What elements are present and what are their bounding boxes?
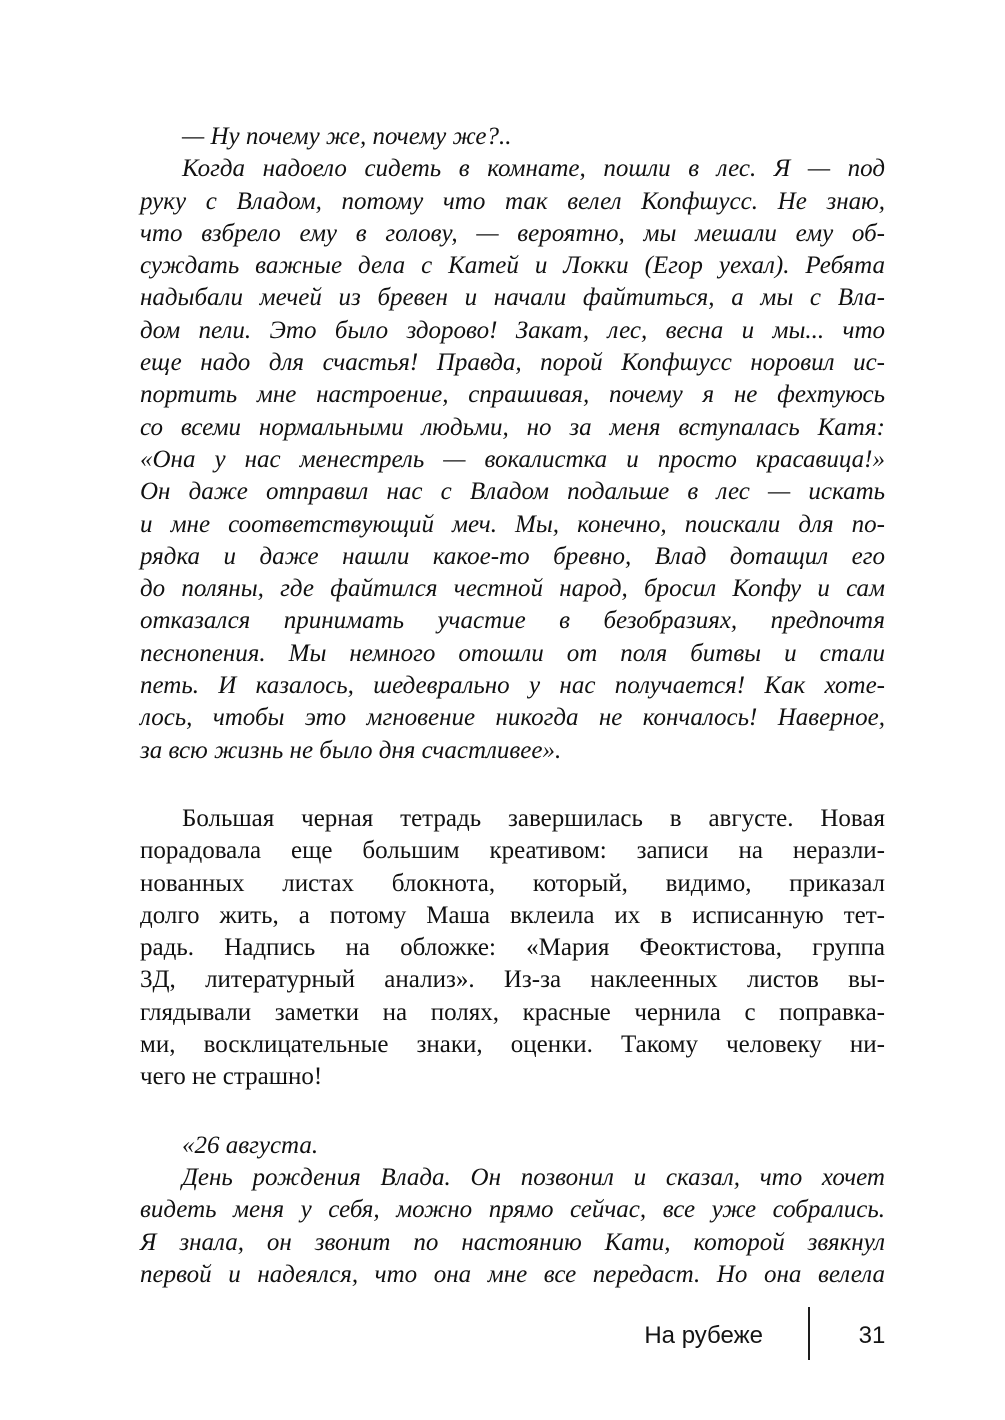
text-line: со всеми нормальными людьми, но за меня вступалась Катя: xyxy=(140,413,885,441)
text-line: — Ну почему же, почему же?.. xyxy=(182,123,512,150)
text-line: 3Д, литературный анализ». Из-за наклеенных листов вы- xyxy=(140,966,885,994)
text-block xyxy=(140,121,885,1291)
text-line: «26 августа. xyxy=(182,1131,319,1159)
text-line: суждать важные дела с Катей и Локки (Егор уехал). Ребята xyxy=(140,252,885,280)
text-line: долго жить, а потому Маша вклеила их в исписанную тет- xyxy=(140,901,885,929)
text-line: глядывали заметки на полях, красные чернила с поправка- xyxy=(140,998,885,1026)
text-line: до поляны, где файтился честной народ, бросил Копфу и сам xyxy=(140,575,885,603)
paragraph-diary-entry-august xyxy=(140,1162,885,1291)
text-line: первой и надеялся, что она мне все передаст. Но она велела xyxy=(140,1260,885,1288)
text-line: радь. Надпись на обложке: «Мария Феоктистова, группа xyxy=(140,934,885,962)
text-line: что взбрело ему в голову, — вероятно, мы мешали ему об- xyxy=(140,219,885,247)
text-line: дом пели. Это было здорово! Закат, лес, весна и мы... что xyxy=(140,316,885,344)
text-line: портить мне настроение, спрашивая, почему я не фехтуюсь xyxy=(140,381,885,409)
text-line: и мне соответствующий меч. Мы, конечно, поискали для по- xyxy=(140,510,885,538)
text-line: нованных листах блокнота, который, видимо, приказал xyxy=(140,869,885,897)
text-line: Когда надоело сидеть в комнате, пошли в лес. Я — под xyxy=(182,155,885,183)
text-line: порадовала еще большим креативом: записи на неразли- xyxy=(140,837,885,865)
text-line: за всю жизнь не было дня счастливее». xyxy=(140,736,562,764)
text-line: еще надо для счастья! Правда, порой Копфшусс норовил ис- xyxy=(140,349,885,377)
footer-divider xyxy=(808,1307,810,1360)
text-line: Я знала, он звонит по настоянию Кати, которой звякнул xyxy=(140,1228,885,1256)
text-line: День рождения Влада. Он позвонил и сказал, что хочет xyxy=(182,1163,885,1191)
paragraph-diary-entry-spring xyxy=(140,153,885,767)
text-line: надыбали мечей из бревен и начали файтиться, а мы с Вла- xyxy=(140,284,885,312)
text-line: ми, восклицательные знаки, оценки. Такому человеку ни- xyxy=(140,1031,885,1059)
paragraph-diary-date xyxy=(140,1130,885,1162)
text-line: лось, чтобы это мгновение никогда не кончалось! Наверное, xyxy=(140,704,885,732)
text-line: рядка и даже нашли какое-то бревно, Влад дотащил его xyxy=(140,542,885,570)
text-line: песнопения. Мы немного отошли от поля битвы и стали xyxy=(140,639,885,667)
text-line: петь. И казалось, шедеврально у нас получается! Как хоте- xyxy=(140,672,885,700)
paragraph-narration xyxy=(140,803,885,1094)
text-line: видеть меня у себя, можно прямо сейчас, все уже собрались. xyxy=(140,1196,885,1224)
footer-page-number: 31 xyxy=(858,1322,886,1349)
text-line: руку с Владом, потому что так велел Копфшусс. Не знаю, xyxy=(140,187,885,215)
footer-running-title: На рубеже xyxy=(644,1322,763,1349)
text-line: «Она у нас менестрель — вокалистка и просто красавица!» xyxy=(140,445,885,473)
text-line: Большая черная тетрадь завершилась в августе. Новая xyxy=(182,804,885,832)
paragraph-dialogue-line xyxy=(140,121,885,153)
text-line: чего не страшно! xyxy=(140,1063,323,1091)
text-line: отказался принимать участие в безобразиях, предпочтя xyxy=(140,607,885,635)
text-line: Он даже отправил нас с Владом подальше в лес — искать xyxy=(140,478,885,506)
